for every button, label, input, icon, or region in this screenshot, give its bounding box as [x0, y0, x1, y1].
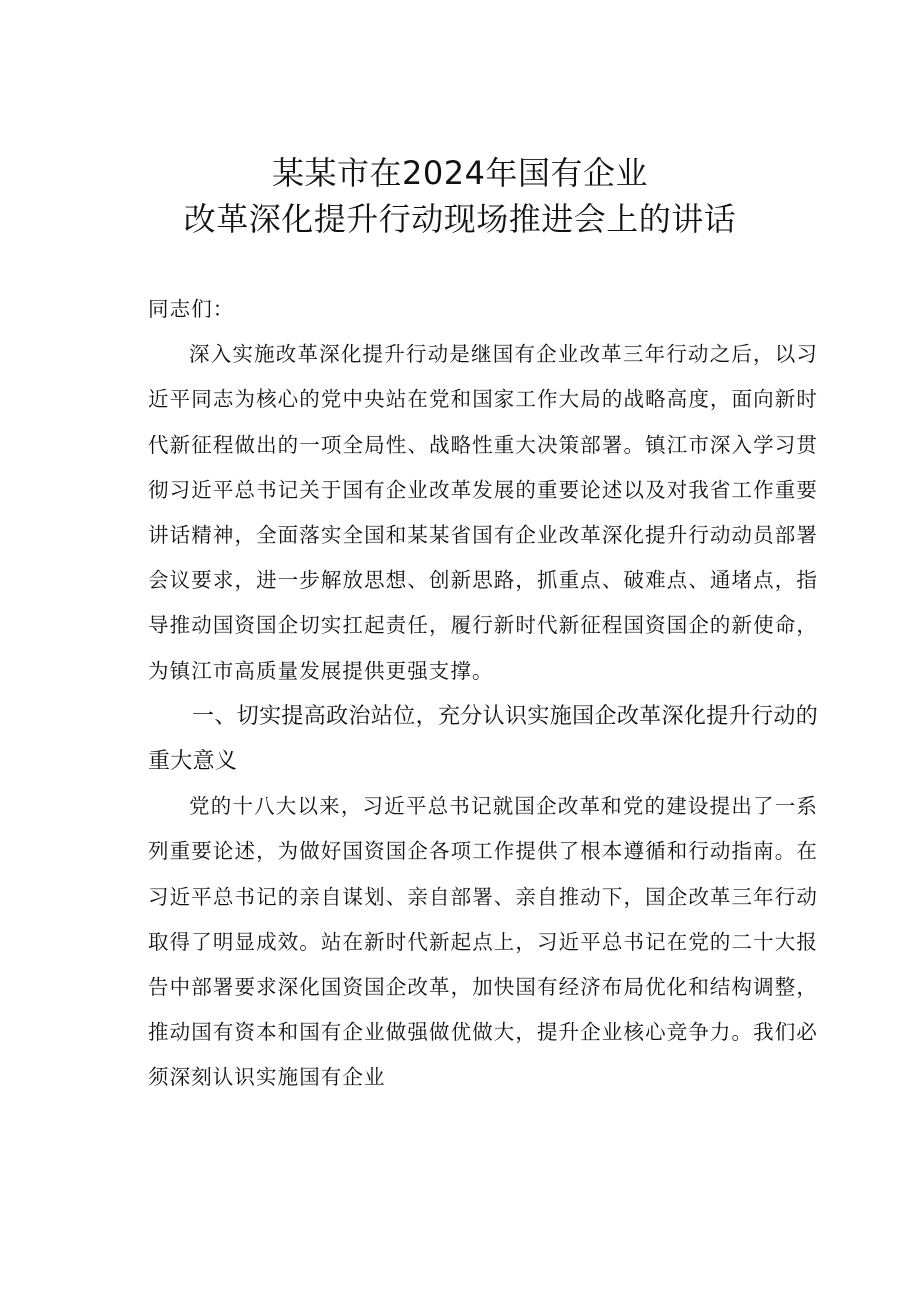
title-line-2: 改革深化提升行动现场推进会上的讲话 [183, 200, 737, 238]
salutation: 同志们： [148, 297, 235, 321]
title-line-1: 某某市在2024年国有企业 [272, 154, 648, 192]
document-title [0, 150, 920, 242]
paragraph-intro: 深入实施改革深化提升行动是继国有企业改革三年行动之后，以习近平同志为核心的党中央站在党和国家工作大局的战略高度，面向新时代新征程做出的一项全局性、战略性重大决策部署。镇江市深入学习贯彻习近平总书记关于国有企业改革发展的重要论述以及对我省工作重要讲话精神，全面落实全国和某某省国有企业改革深化提升行动动员部署会议要求，进一步解放思想、创新思路，抓重点、破难点、通堵点，指导推动国资国企切实扛起责任，履行新时代新征程国资国企的新使命，为镇江市高质量发展提供更强支撑。 [148, 342, 818, 683]
paragraph-section-1: 党的十八大以来，习近平总书记就国企改革和党的建设提出了一系列重要论述，为做好国资国企各项工作提供了根本遵循和行动指南。在习近平总书记的亲自谋划、亲自部署、亲自推动下，国企改革三年行动取得了明显成效。站在新时代新起点上，习近平总书记在党的二十大报告中部署要求深化国资国企改革，加快国有经济布局优化和结构调整，推动国有资本和国有企业做强做优做大，提升企业核心竞争力。我们必须深刻认识实施国有企业 [148, 794, 818, 1090]
document-body [148, 287, 818, 1101]
section-heading-1: 一、切实提高政治站位，充分认识实施国企改革深化提升行动的重大意义 [148, 703, 818, 775]
